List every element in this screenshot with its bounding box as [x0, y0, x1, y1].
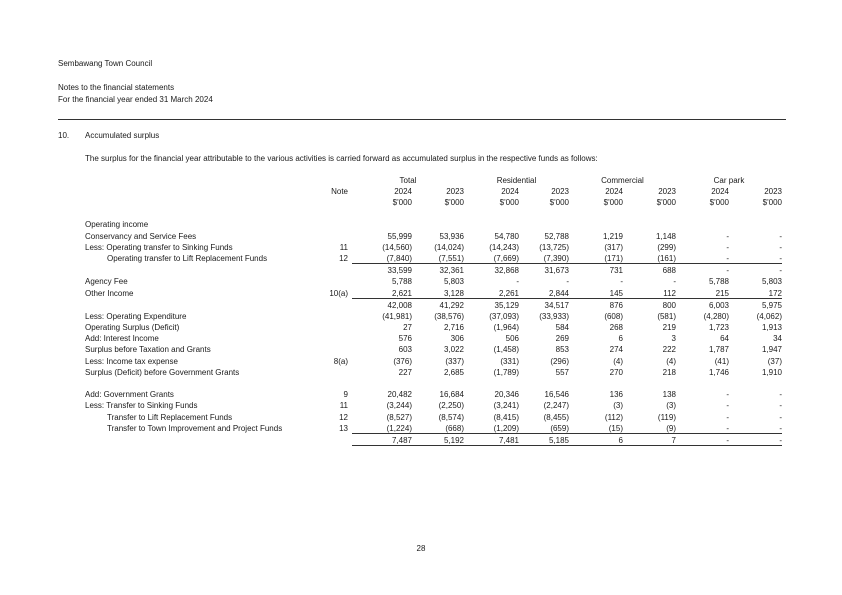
accumulated-surplus-table: [85, 174, 782, 446]
cell-value: 306: [450, 334, 464, 344]
cell-value: [412, 218, 464, 229]
period-title: For the financial year ended 31 March 2024: [58, 95, 213, 104]
cell-value: 32,361: [412, 263, 464, 275]
row-note: [317, 263, 352, 275]
year-header: 2024: [394, 187, 412, 196]
cell-value: 35,129: [464, 298, 519, 310]
cell-value: (171): [604, 253, 623, 263]
cell-value: 6: [569, 433, 623, 445]
cell-value: 64: [720, 334, 729, 344]
table-row: [85, 399, 782, 410]
table-row: [85, 433, 782, 445]
cell-value: 54,780: [494, 231, 519, 241]
cell-value: (2,250): [438, 401, 464, 411]
cell-value: 20,346: [494, 390, 519, 400]
cell-value: (299): [657, 242, 676, 252]
row-note: [317, 366, 352, 377]
year-header: 2023: [446, 187, 464, 196]
row-note: 10(a): [329, 289, 348, 298]
notes-title: Notes to the financial statements: [58, 83, 175, 92]
table-row: [85, 207, 782, 218]
cell-value: [519, 207, 569, 218]
unit-header: $'000: [762, 198, 782, 207]
cell-value: (7,840): [386, 253, 412, 263]
cell-value: (3,244): [386, 401, 412, 411]
row-note: 13: [339, 424, 348, 434]
cell-value: 5,185: [519, 433, 569, 445]
cell-value: (13,725): [539, 242, 569, 252]
cell-value: -: [779, 390, 782, 400]
cell-value: 16,684: [439, 390, 464, 400]
cell-value: (37): [767, 356, 782, 366]
cell-value: -: [726, 253, 729, 263]
year-header: 2024: [605, 187, 623, 196]
cell-value: 3,022: [443, 345, 464, 355]
cell-value: (3): [613, 401, 623, 411]
cell-value: -: [726, 412, 729, 422]
row-label: Operating income: [85, 220, 149, 230]
row-label: Add: Government Grants: [85, 390, 174, 400]
cell-value: (1,209): [493, 423, 519, 433]
year-header-row: [85, 185, 782, 196]
cell-value: -: [779, 242, 782, 252]
note-header: Note: [331, 187, 348, 196]
cell-value: 603: [398, 345, 412, 355]
cell-value: 3: [671, 334, 676, 344]
row-label: Transfer to Lift Replacement Funds: [107, 412, 233, 422]
cell-value: (8,455): [543, 412, 569, 422]
cell-value: 7,487: [352, 433, 412, 445]
cell-value: 800: [623, 298, 676, 310]
cell-value: 731: [569, 263, 623, 275]
cell-value: -: [620, 277, 623, 287]
cell-value: (38,576): [434, 311, 464, 321]
table-row: [85, 218, 782, 229]
unit-header: $'000: [444, 198, 464, 207]
group-header: Total: [399, 176, 417, 185]
cell-value: 42,008: [352, 298, 412, 310]
row-label: Surplus before Taxation and Grants: [85, 345, 211, 355]
section-number: 10.: [58, 131, 70, 140]
cell-value: (376): [393, 356, 412, 366]
row-note: [317, 321, 352, 332]
cell-value: (14,560): [382, 242, 412, 252]
group-header: Car park: [713, 176, 745, 185]
cell-value: 5,803: [443, 277, 464, 287]
cell-value: -: [516, 277, 519, 287]
cell-value: (15): [608, 423, 623, 433]
cell-value: -: [729, 263, 782, 275]
cell-value: 5,788: [708, 277, 729, 287]
table-row: [85, 354, 782, 365]
cell-value: -: [726, 390, 729, 400]
cell-value: [464, 377, 519, 388]
cell-value: -: [779, 401, 782, 411]
row-note: [317, 433, 352, 445]
cell-value: (3,241): [493, 401, 519, 411]
cell-value: 1,910: [761, 367, 782, 377]
cell-value: 2,261: [498, 288, 519, 298]
row-note: [317, 275, 352, 286]
cell-value: 31,673: [519, 263, 569, 275]
unit-header: $'000: [709, 198, 729, 207]
header-divider: [58, 119, 786, 120]
year-header: 2024: [711, 187, 729, 196]
cell-value: 876: [569, 298, 623, 310]
table-row: [85, 298, 782, 310]
cell-value: 1,913: [761, 323, 782, 333]
cell-value: (4,062): [756, 311, 782, 321]
cell-value: [623, 218, 676, 229]
cell-value: (14,024): [434, 242, 464, 252]
row-note: [317, 310, 352, 321]
cell-value: 506: [505, 334, 519, 344]
table-row: [85, 332, 782, 343]
table-row: [85, 275, 782, 286]
cell-value: (7,669): [493, 253, 519, 263]
cell-value: -: [779, 412, 782, 422]
cell-value: 274: [609, 345, 623, 355]
group-header: Residential: [496, 176, 537, 185]
cell-value: (1,458): [493, 345, 519, 355]
cell-value: [729, 207, 782, 218]
table-row: [85, 310, 782, 321]
cell-value: 41,292: [412, 298, 464, 310]
cell-value: -: [779, 231, 782, 241]
cell-value: 6,003: [676, 298, 729, 310]
table-row: [85, 388, 782, 399]
cell-value: (608): [604, 311, 623, 321]
row-note: [317, 298, 352, 310]
row-label: Agency Fee: [85, 277, 128, 287]
group-header: Commercial: [601, 176, 644, 185]
cell-value: 32,868: [464, 263, 519, 275]
cell-value: (331): [500, 356, 519, 366]
row-label: Operating Surplus (Deficit): [85, 323, 180, 333]
cell-value: 7,481: [464, 433, 519, 445]
cell-value: [412, 377, 464, 388]
row-label: [85, 263, 317, 275]
cell-value: 215: [715, 288, 729, 298]
cell-value: [352, 377, 412, 388]
table-row: [85, 377, 782, 388]
cell-value: 688: [623, 263, 676, 275]
cell-value: (581): [657, 311, 676, 321]
row-label: [85, 298, 317, 310]
cell-value: [569, 218, 623, 229]
row-note: [317, 218, 352, 229]
row-label: [85, 377, 317, 388]
cell-value: [623, 207, 676, 218]
row-label: Less: Operating transfer to Sinking Funds: [85, 242, 233, 252]
cell-value: (41): [714, 356, 729, 366]
table-row: [85, 263, 782, 275]
cell-value: -: [726, 231, 729, 241]
cell-value: (3): [666, 401, 676, 411]
year-header: 2023: [658, 187, 676, 196]
cell-value: -: [726, 401, 729, 411]
cell-value: 2,844: [548, 288, 569, 298]
cell-value: 218: [662, 367, 676, 377]
cell-value: (4): [613, 356, 623, 366]
cell-value: (9): [666, 423, 676, 433]
cell-value: 222: [662, 345, 676, 355]
cell-value: (14,243): [489, 242, 519, 252]
cell-value: -: [779, 423, 782, 433]
table-row: [85, 343, 782, 354]
cell-value: 112: [663, 288, 676, 298]
row-note: [317, 229, 352, 240]
unit-header: $'000: [392, 198, 412, 207]
cell-value: [519, 377, 569, 388]
cell-value: 3,128: [443, 288, 464, 298]
cell-value: (8,574): [438, 412, 464, 422]
cell-value: (4,280): [703, 311, 729, 321]
cell-value: 5,803: [761, 277, 782, 287]
cell-value: (8,415): [493, 412, 519, 422]
row-note: [317, 332, 352, 343]
cell-value: 172: [768, 288, 782, 298]
cell-value: (119): [657, 412, 676, 422]
cell-value: [412, 207, 464, 218]
unit-header: $'000: [656, 198, 676, 207]
row-note: 9: [343, 390, 348, 400]
section-title: Accumulated surplus: [85, 131, 160, 140]
cell-value: -: [673, 277, 676, 287]
cell-value: 268: [609, 323, 623, 333]
row-note: [317, 377, 352, 388]
cell-value: (317): [604, 242, 623, 252]
row-note: [317, 207, 352, 218]
cell-value: 227: [398, 367, 412, 377]
cell-value: 584: [555, 323, 569, 333]
cell-value: -: [676, 433, 729, 445]
table-row: [85, 252, 782, 264]
cell-value: 1,787: [708, 345, 729, 355]
cell-value: (37,093): [489, 311, 519, 321]
row-note: 12: [339, 254, 348, 264]
cell-value: (1,964): [493, 323, 519, 333]
cell-value: 2,685: [443, 367, 464, 377]
cell-value: 136: [609, 390, 623, 400]
year-header: 2024: [501, 187, 519, 196]
cell-value: 269: [555, 334, 569, 344]
cell-value: -: [726, 423, 729, 433]
cell-value: 16,546: [544, 390, 569, 400]
cell-value: -: [566, 277, 569, 287]
cell-value: 1,746: [708, 367, 729, 377]
unit-header-row: [85, 196, 782, 207]
section-intro: The surplus for the financial year attributable to the various activities is carried forward as accumulated surplus in the respective funds as follows:: [85, 154, 598, 163]
cell-value: (668): [445, 423, 464, 433]
cell-value: 2,716: [443, 323, 464, 333]
cell-value: 270: [609, 367, 623, 377]
cell-value: 7: [623, 433, 676, 445]
cell-value: (1,789): [493, 367, 519, 377]
cell-value: 145: [609, 288, 623, 298]
year-header: 2023: [551, 187, 569, 196]
cell-value: (8,527): [386, 412, 412, 422]
row-label: Add: Interest Income: [85, 334, 159, 344]
table-row: [85, 321, 782, 332]
table-row: [85, 229, 782, 240]
cell-value: (296): [550, 356, 569, 366]
cell-value: 5,975: [729, 298, 782, 310]
cell-value: [729, 218, 782, 229]
cell-value: (4): [666, 356, 676, 366]
cell-value: (659): [550, 423, 569, 433]
table-row: [85, 241, 782, 252]
group-header-row: [85, 174, 782, 185]
row-label: Less: Operating Expenditure: [85, 311, 187, 321]
table-row: [85, 410, 782, 421]
cell-value: 27: [403, 323, 412, 333]
row-note: [317, 343, 352, 354]
cell-value: 138: [662, 390, 676, 400]
cell-value: -: [779, 253, 782, 263]
cell-value: [569, 377, 623, 388]
row-label: Transfer to Town Improvement and Project Funds: [107, 424, 283, 434]
cell-value: 33,599: [352, 263, 412, 275]
cell-value: (7,390): [543, 253, 569, 263]
unit-header: $'000: [499, 198, 519, 207]
cell-value: 20,482: [387, 390, 412, 400]
row-label: Other Income: [85, 289, 134, 298]
cell-value: [464, 207, 519, 218]
unit-header: $'000: [549, 198, 569, 207]
row-label: Less: Transfer to Sinking Funds: [85, 401, 198, 411]
cell-value: 53,936: [439, 231, 464, 241]
cell-value: -: [729, 433, 782, 445]
cell-value: -: [726, 242, 729, 252]
cell-value: 6: [618, 334, 623, 344]
cell-value: (33,933): [539, 311, 569, 321]
cell-value: 1,148: [655, 231, 676, 241]
org-name: Sembawang Town Council: [58, 59, 153, 68]
cell-value: 5,788: [391, 277, 412, 287]
table-row: [85, 366, 782, 377]
cell-value: 1,723: [708, 323, 729, 333]
cell-value: 2,621: [391, 288, 412, 298]
cell-value: [519, 218, 569, 229]
cell-value: 853: [555, 345, 569, 355]
row-label: [85, 207, 317, 218]
cell-value: [623, 377, 676, 388]
cell-value: (41,981): [382, 311, 412, 321]
cell-value: (1,224): [386, 423, 412, 433]
year-header: 2023: [764, 187, 782, 196]
cell-value: 55,999: [387, 231, 412, 241]
table-row: [85, 422, 782, 434]
cell-value: (7,551): [438, 253, 464, 263]
cell-value: 52,788: [544, 231, 569, 241]
row-note: 11: [339, 242, 348, 252]
row-label: Operating transfer to Lift Replacement Funds: [107, 254, 268, 264]
cell-value: 576: [398, 334, 412, 344]
cell-value: 1,947: [761, 345, 782, 355]
row-note: 12: [339, 412, 348, 422]
cell-value: 557: [555, 367, 569, 377]
cell-value: [569, 207, 623, 218]
cell-value: [352, 207, 412, 218]
cell-value: [352, 218, 412, 229]
row-label: Less: Income tax expense: [85, 356, 178, 366]
cell-value: 219: [662, 323, 676, 333]
table-row: [85, 286, 782, 298]
row-label: [85, 433, 317, 445]
cell-value: 1,219: [602, 231, 623, 241]
row-label: Surplus (Deficit) before Government Grants: [85, 367, 240, 377]
table-body: [85, 207, 782, 445]
cell-value: (337): [445, 356, 464, 366]
row-note: 8(a): [333, 356, 348, 366]
cell-value: -: [676, 263, 729, 275]
cell-value: [729, 377, 782, 388]
row-note: 11: [339, 401, 348, 411]
row-label: Conservancy and Service Fees: [85, 231, 197, 241]
cell-value: 34,517: [519, 298, 569, 310]
cell-value: 5,192: [412, 433, 464, 445]
page-number: 28: [416, 544, 426, 553]
cell-value: [676, 207, 729, 218]
cell-value: (2,247): [543, 401, 569, 411]
cell-value: [676, 377, 729, 388]
cell-value: 34: [773, 334, 782, 344]
cell-value: (112): [604, 412, 623, 422]
unit-header: $'000: [603, 198, 623, 207]
cell-value: [676, 218, 729, 229]
cell-value: [464, 218, 519, 229]
cell-value: (161): [657, 253, 676, 263]
